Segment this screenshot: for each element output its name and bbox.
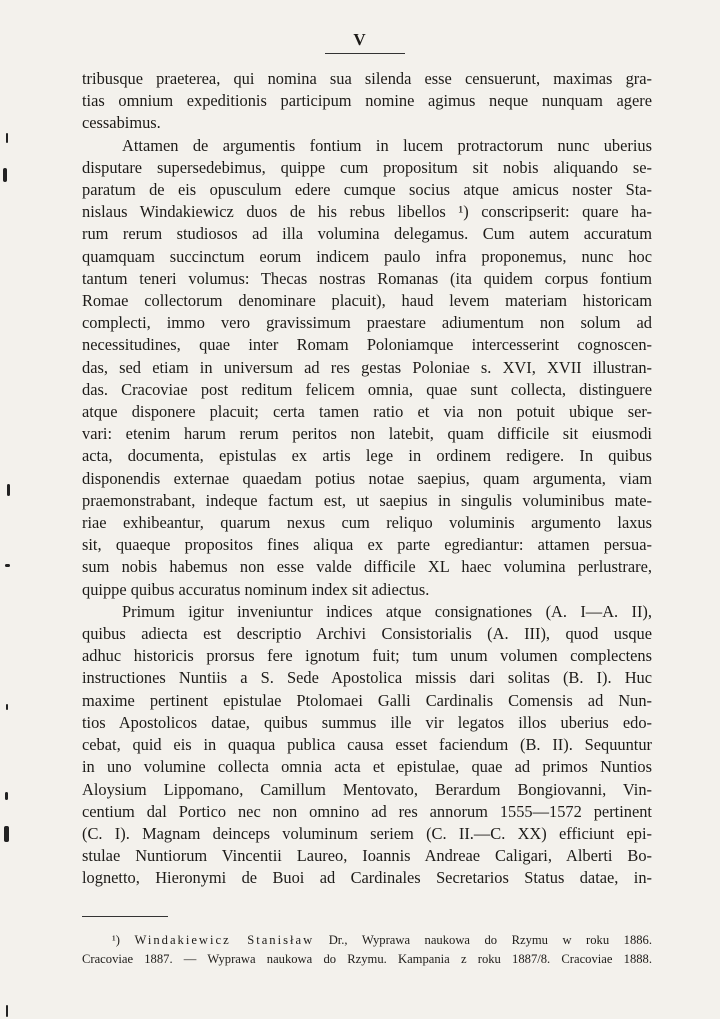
- text-line: quippe quibus accuratus nominum index sit adiectus.: [82, 579, 430, 599]
- text-line: disputare supersedebimus, quippe cum propositum sit nobis aliquando se-: [82, 157, 652, 177]
- text-line: acta, documenta, epistulas ex artis lege in ordinem redigere. In quibus: [82, 446, 652, 466]
- scan-mark: [3, 168, 7, 182]
- text-line: lognetto, Hieronymi de Buoi ad Cardinales Secretarios Status datae, in-: [82, 868, 652, 888]
- scan-mark: [4, 826, 9, 842]
- text-line: atque disponere placuit; certa tamen ratio et via non potuit ubique ser-: [82, 402, 652, 422]
- text-line: tantum teneri volumus: Thecas nostras Romanas (ita quidem corpus fontium: [82, 268, 652, 288]
- text-line: quamquam succinctum eorum indicem paulo infra proponemus, nunc hoc: [82, 246, 652, 266]
- text-line: centium dal Portico nec non omnino ad res annorum 1555—1572 pertinent: [82, 801, 652, 821]
- footnotes: [82, 931, 652, 969]
- text-line: praemonstrabant, indeque factum est, ut saepius in singulis voluminibus mate-: [82, 490, 652, 510]
- scan-mark: [5, 564, 10, 567]
- text-line: tias omnium expeditionis participum nomine agimus neque nunquam agere: [82, 91, 652, 111]
- scan-mark: [7, 484, 10, 496]
- footnote-line: Cracoviae 1887. — Wyprawa naukowa do Rzymu. Kampania z roku 1887/8. Cracoviae 1888.: [82, 952, 652, 966]
- text-line: quibus adiecta est descriptio Archivi Consistorialis (A. III), quod usque: [82, 624, 652, 644]
- text-line: das. Cracoviae post reditum felicem omnia, quae sunt collecta, distinguere: [82, 379, 652, 399]
- text-line: riae exhibeantur, quarum nexus cum reliquo voluminis argumento laxus: [82, 513, 652, 533]
- text-line: nislaus Windakiewicz duos de his rebus libellos ¹) conscripserit: quare ha-: [82, 202, 652, 222]
- footnote-rule: [82, 916, 168, 917]
- text-line: sit, quaeque propositos fines aliqua ex parte egrediantur: attamen persua-: [82, 535, 652, 555]
- scan-mark: [5, 792, 8, 800]
- paragraph-1: [82, 68, 652, 135]
- text-line: cessabimus.: [82, 113, 161, 133]
- scan-mark: [6, 1005, 8, 1017]
- text-line: das, sed etiam in universum ad res gestas Poloniae s. XVI, XVII illustran-: [82, 357, 652, 377]
- text-line: Romae collectorum denominare placuit), haud levem materiam historicam: [82, 291, 652, 311]
- page-number: V: [353, 30, 367, 49]
- text-line: instructiones Nuntiis a S. Sede Apostolica missis dari solitas (B. I). Huc: [82, 668, 652, 688]
- footnote-citation: Dr., Wyprawa naukowa do Rzymu w roku 1886.: [328, 933, 652, 947]
- paragraph-3: [82, 601, 652, 890]
- text-line: disponendis externae quaedam potius notae saepius, quam argumenta, viam: [82, 468, 652, 488]
- text-line: Attamen de argumentis fontium in lucem protractorum nunc uberius: [122, 135, 652, 155]
- text-line: tribusque praeterea, qui nomina sua silenda esse censuerunt, maximas gra-: [82, 69, 652, 88]
- footnote-marker: ¹): [112, 933, 120, 947]
- text-line: sum nobis habemus non esse valde difficile XL haec volumina perlustrare,: [82, 557, 652, 577]
- scan-mark: [6, 704, 8, 710]
- body-text: [82, 68, 652, 890]
- text-line: vari: etenim harum rerum peritos non latebit, quam difficile sit eiusmodi: [82, 424, 652, 444]
- text-line: Primum igitur inveniuntur indices atque consignationes (A. I—A. II),: [122, 601, 652, 621]
- footnote-line: [82, 931, 652, 950]
- text-line: (C. I). Magnam deinceps voluminum seriem (C. II.—C. XX) efficiunt epi-: [82, 823, 652, 843]
- text-line: in uno volumine collecta omnia acta et epistulae, quae ad primos Nuntios: [82, 757, 652, 777]
- text-line: tios Apostolicos datae, quibus summus ille vir legatos illos uberius edo-: [82, 712, 652, 732]
- scan-mark: [6, 133, 8, 143]
- text-line: necessitudines, quae inter Romam Poloniamque intercesserint cognoscen-: [82, 335, 652, 355]
- paragraph-2: [82, 135, 652, 601]
- text-line: paratum de eis opusculum edere cumque socius atque amicus noster Sta-: [82, 180, 652, 200]
- footnote-author: Windakiewicz Stanisław: [134, 933, 315, 947]
- text-line: Aloysium Lippomano, Camillum Mentovato, Berardum Bongiovanni, Vin-: [82, 779, 652, 799]
- text-line: stulae Nuntiorum Vincentii Laureo, Ioannis Andreae Caligari, Alberti Bo-: [82, 846, 652, 866]
- header-rule: [325, 53, 405, 54]
- text-line: maxime pertinent epistulae Ptolomaei Galli Cardinalis Comensis ad Nun-: [82, 690, 652, 710]
- text-line: cebat, quid eis in quaqua publica causa esset faciendum (B. II). Sequuntur: [82, 735, 652, 755]
- text-line: adhuc historicis prorsus fere ignotum fuit; tum unum volumen complectens: [82, 646, 652, 666]
- text-line: rum rerum studiosos ad illa volumina delegamus. Cum autem accuratum: [82, 224, 652, 244]
- text-line: complecti, immo vero gravissimum praestare adiumentum non solum ad: [82, 313, 652, 333]
